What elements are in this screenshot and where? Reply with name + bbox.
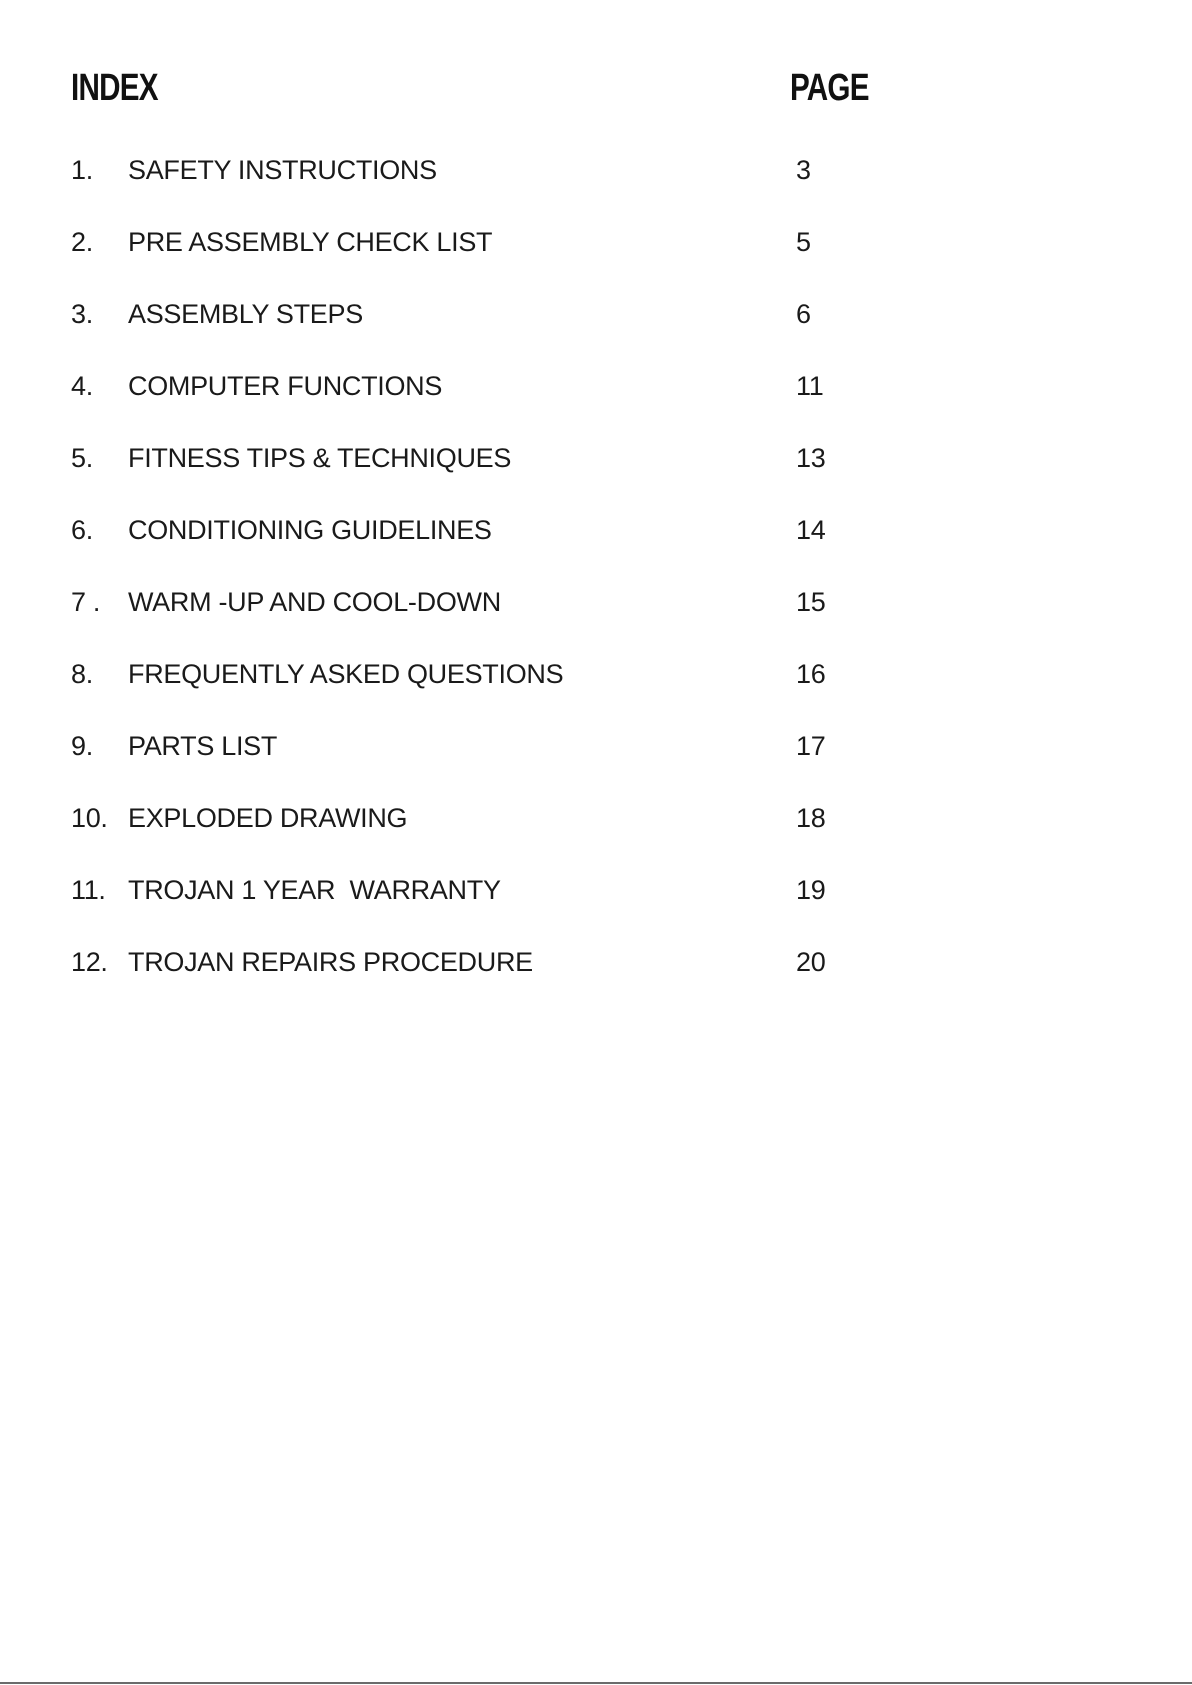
toc-entry-number: 2. [71, 227, 93, 257]
toc-entry-page: 13 [796, 443, 826, 473]
toc-entry-page: 14 [796, 515, 826, 545]
toc-entry[interactable] [0, 438, 1192, 510]
toc-entry-title: TROJAN REPAIRS PROCEDURE [128, 947, 533, 977]
toc-entry-title: FITNESS TIPS & TECHNIQUES [128, 443, 512, 473]
toc-entry-title: PARTS LIST [128, 731, 278, 761]
toc-entry-title: COMPUTER FUNCTIONS [128, 371, 443, 401]
toc-entry-page: 16 [796, 659, 826, 689]
toc-entry[interactable] [0, 294, 1192, 366]
toc-entry[interactable] [0, 798, 1192, 870]
toc-entry-page: 18 [796, 803, 826, 833]
toc-entry-page: 17 [796, 731, 826, 761]
toc-entry[interactable] [0, 942, 1192, 1014]
toc-entry[interactable] [0, 222, 1192, 294]
toc-entry[interactable] [0, 654, 1192, 726]
toc-entry-number: 1. [71, 155, 93, 185]
toc-entry-number: 12. [71, 947, 108, 977]
toc-entry[interactable] [0, 510, 1192, 582]
page-column-heading: PAGE [790, 67, 869, 109]
toc-entry-page: 19 [796, 875, 826, 905]
page-bottom-divider [0, 1682, 1192, 1684]
toc-entry-title: WARM -UP AND COOL-DOWN [128, 587, 501, 617]
toc-entry-title: CONDITIONING GUIDELINES [128, 515, 492, 545]
toc-entry[interactable] [0, 150, 1192, 222]
toc-entry-page: 6 [796, 299, 811, 329]
toc-entry-number: 9. [71, 731, 93, 761]
toc-entry[interactable] [0, 726, 1192, 798]
toc-entry-page: 5 [796, 227, 811, 257]
toc-entry-title: PRE ASSEMBLY CHECK LIST [128, 227, 493, 257]
toc-entry-page: 3 [796, 155, 811, 185]
toc-entry-number: 5. [71, 443, 93, 473]
toc-entry-title: SAFETY INSTRUCTIONS [128, 155, 437, 185]
toc-entry[interactable] [0, 582, 1192, 654]
table-of-contents [0, 150, 1192, 1014]
toc-entry-number: 6. [71, 515, 93, 545]
toc-entry[interactable] [0, 366, 1192, 438]
toc-entry-title: EXPLODED DRAWING [128, 803, 408, 833]
toc-entry-title: ASSEMBLY STEPS [128, 299, 363, 329]
toc-entry-number: 11. [71, 875, 106, 905]
toc-entry-title: TROJAN 1 YEAR WARRANTY [128, 875, 501, 905]
index-heading: INDEX [71, 67, 158, 109]
toc-entry-page: 20 [796, 947, 826, 977]
toc-entry-number: 8. [71, 659, 93, 689]
toc-entry-number: 7 . [71, 587, 101, 617]
toc-entry-number: 10. [71, 803, 108, 833]
toc-entry-title: FREQUENTLY ASKED QUESTIONS [128, 659, 564, 689]
toc-entry-number: 4. [71, 371, 93, 401]
toc-entry-page: 11 [796, 371, 824, 401]
toc-entry-number: 3. [71, 299, 93, 329]
toc-entry-page: 15 [796, 587, 826, 617]
toc-entry[interactable] [0, 870, 1192, 942]
